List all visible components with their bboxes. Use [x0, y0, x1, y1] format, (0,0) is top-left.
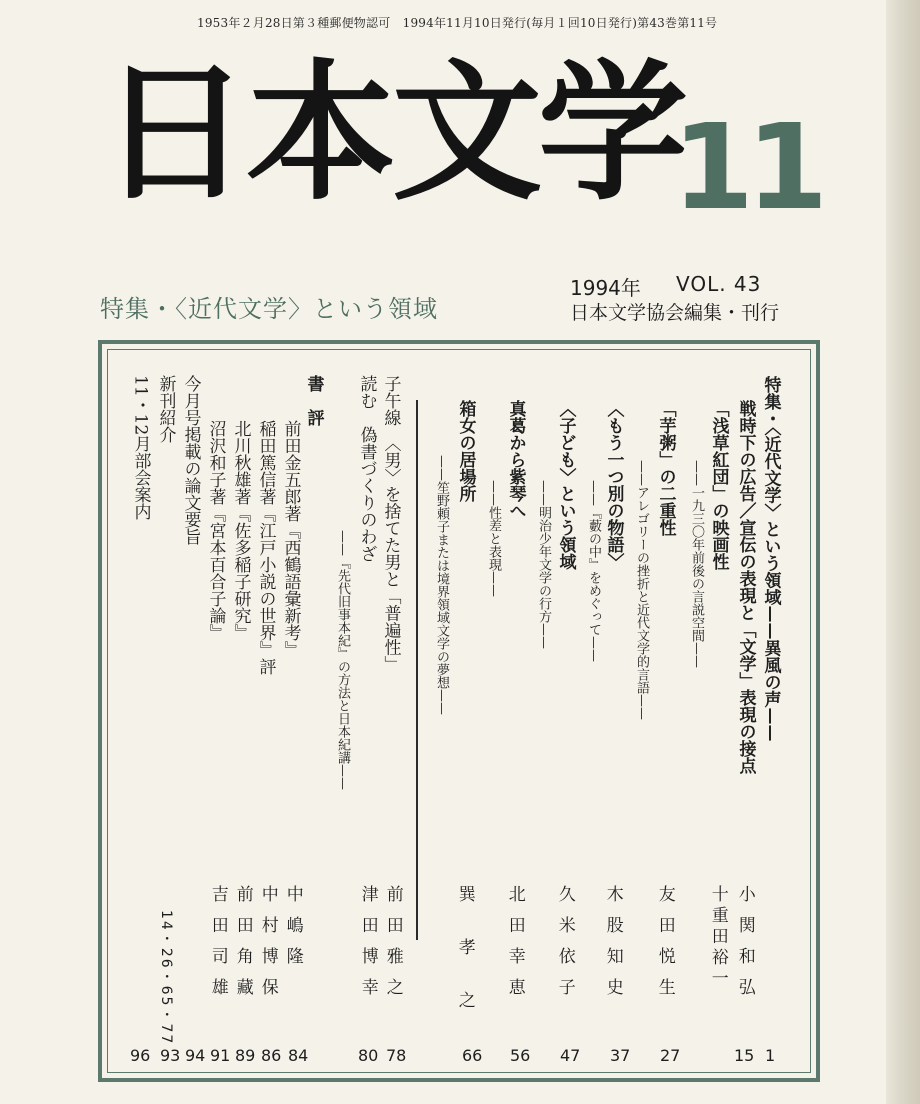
toc-item-page: 47	[560, 1046, 581, 1065]
toc-item-author: 友田悦生	[654, 885, 675, 1009]
toc-item-page: 15	[734, 1046, 755, 1065]
toc-item-author: 前田雅之	[382, 885, 403, 1009]
toc-item-author: 巽孝之	[454, 885, 475, 1044]
toc-item-author: 木股知史	[602, 885, 623, 1009]
toc-item-page: 80	[358, 1046, 379, 1065]
toc-misc-page: 96	[130, 1046, 151, 1065]
journal-title: 日本文学	[100, 45, 685, 221]
page-edge	[886, 0, 920, 1104]
review-author: 前田角藏	[232, 885, 253, 1009]
review-title[interactable]: 沼沢和子著『宮本百合子論』	[205, 420, 226, 641]
toc-item-subtitle: ——笙野頼子または境界領域文学の夢想——	[433, 455, 449, 715]
toc-item-subtitle: ——『藪の中』をめぐって——	[585, 480, 601, 662]
review-page: 89	[235, 1046, 256, 1065]
toc-item-title[interactable]: 「芋粥」の二重性	[655, 400, 676, 536]
issue-number: 11	[672, 98, 821, 236]
review-author: 吉田司雄	[207, 885, 228, 1009]
toc-item-author: 北田幸恵	[504, 885, 525, 1009]
toc-misc-title[interactable]: 今月号掲載の論文要旨	[180, 375, 201, 545]
review-page: 84	[288, 1046, 309, 1065]
publisher: 日本文学協会編集・刊行	[570, 302, 780, 324]
toc-item-author: 小関和弘	[734, 885, 755, 1009]
review-title[interactable]: 稲田篤信著『江戸小説の世界』評	[255, 420, 276, 675]
review-page: 91	[210, 1046, 231, 1065]
toc-item-page: 56	[510, 1046, 531, 1065]
issue-year: 1994年	[570, 276, 641, 300]
toc-item-author: 久米依子	[554, 885, 575, 1009]
toc-item-subtitle: ——一九三〇年前後の言説空間——	[688, 460, 704, 668]
toc-item-subtitle: ——アレゴリーの挫折と近代文学的言語——	[633, 460, 649, 720]
review-title[interactable]: 前田金五郎著『西鶴語彙新考』	[280, 420, 301, 658]
review-page: 86	[261, 1046, 282, 1065]
toc-item-subtitle: ——性差と表現——	[485, 480, 501, 597]
review-title[interactable]: 北川秋雄著『佐多稲子研究』	[230, 420, 251, 641]
toc-item-page: 66	[462, 1046, 483, 1065]
review-author: 中村博保	[257, 885, 278, 1009]
permit-line: 1953年２月28日第３種郵便物認可 1994年11月10日発行(毎月１回10日発行)第43巻第11号	[197, 16, 718, 30]
toc-item-title[interactable]: 箱女の居場所	[455, 400, 476, 502]
toc-item-title[interactable]: 〈もう一つ別の物語〉	[603, 400, 624, 570]
toc-item-page: 1	[765, 1046, 776, 1065]
toc-item-title[interactable]: 戦時下の広告／宣伝の表現と「文学」表現の接点	[735, 400, 756, 774]
review-author: 中嶋隆	[282, 885, 303, 978]
toc-item-title[interactable]: 読む 偽書づくりのわざ	[356, 375, 377, 562]
toc-misc-page: 94	[185, 1046, 206, 1065]
toc-item-subtitle: ——明治少年文学の行方——	[535, 480, 551, 649]
toc-item-title[interactable]: 真葛から紫琴へ	[505, 400, 526, 519]
toc-misc-pages: 14・26・65・77	[158, 910, 175, 1046]
toc-item-subtitle: ——『先代旧事本紀』の方法と日本紀講——	[334, 530, 350, 790]
feature-title: 特集・〈近代文学〉という領域	[100, 295, 438, 323]
toc-item-page: 37	[610, 1046, 631, 1065]
toc-feature-heading: 特集・〈近代文学〉という領域——異風の声——	[760, 376, 781, 742]
toc-item-author: 津田博幸	[357, 885, 378, 1009]
toc-misc-page: 93	[160, 1046, 181, 1065]
toc-divider	[416, 400, 418, 940]
toc-item-title[interactable]: 「浅草紅団」の映画性	[708, 400, 729, 570]
toc-misc-title[interactable]: 11・12月部会案内	[130, 375, 151, 521]
toc-item-page: 78	[386, 1046, 407, 1065]
volume-number: VOL. 43	[676, 272, 762, 296]
toc-item-page: 27	[660, 1046, 681, 1065]
toc-item-title[interactable]: 〈子ども〉という領域	[555, 400, 576, 570]
reviews-heading: 書 評	[303, 375, 324, 426]
toc-misc-title[interactable]: 新刊紹介	[155, 375, 176, 443]
toc-item-title[interactable]: 子午線 〈男〉を捨てた男と「普遍性」	[380, 375, 401, 673]
toc-item-author: 十重田裕一	[707, 885, 728, 990]
